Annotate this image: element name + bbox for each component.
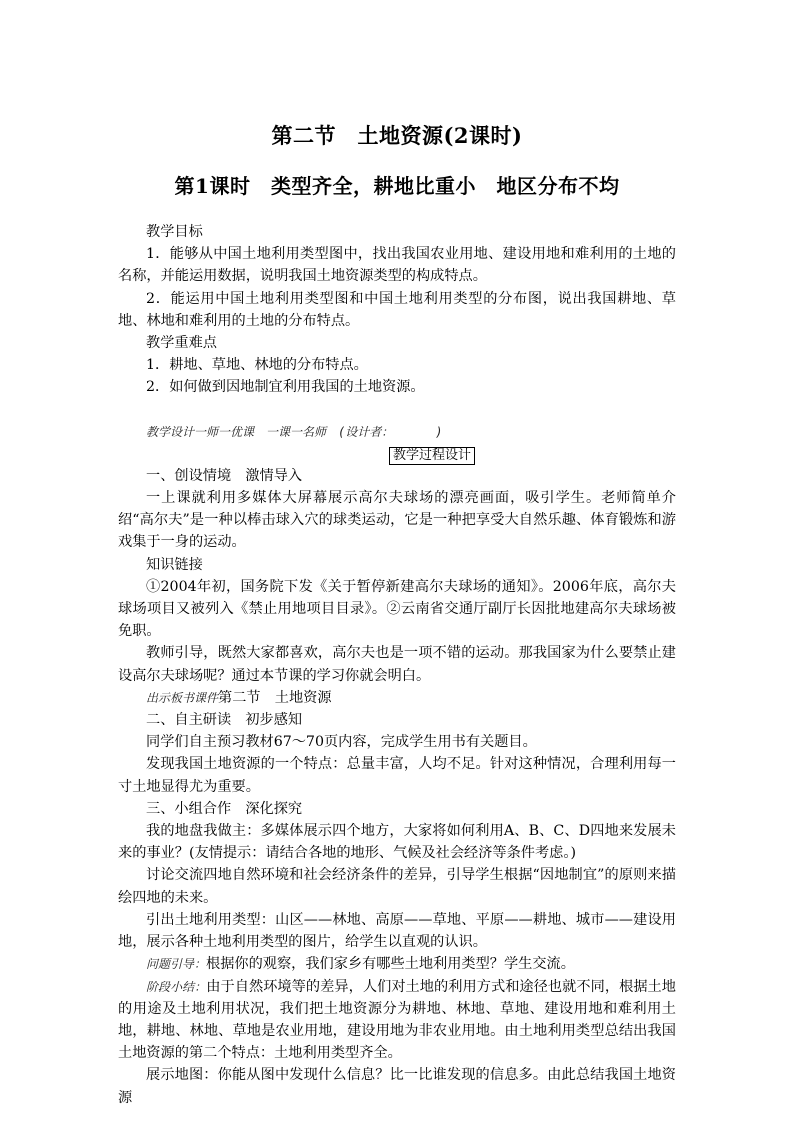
question-guide-label: 问题引导：: [146, 957, 207, 972]
process-box-row: [118, 443, 676, 465]
section3-heading: 三、小组合作 深化探究: [146, 800, 303, 817]
question-guide-line: [118, 953, 676, 975]
stage-summary-line: [118, 976, 676, 1065]
board-text: 第二节 土地资源: [218, 689, 332, 706]
section1-paragraph-2: ①2004年初，国务院下发《关于暂停新建高尔夫球场的通知》。2006年底，高尔夫球场项目又被列入《禁止用地项目目录》。②云南省交通厅副厅长因批地建高尔夫球场被免职。: [118, 578, 676, 640]
key-point-item-1: 1．耕地、草地、林地的分布特点。: [146, 357, 368, 374]
lesson-subtitle: 第1课时 类型齐全，耕地比重小 地区分布不均: [174, 174, 620, 198]
board-hand-label: 出示板书课件: [146, 690, 219, 705]
stage-summary-text: 由于自然环境等的差异，人们对土地的利用方式和途径也就不同，根据土地的用途及土地利用状况，我们把土地资源分为耕地、林地、草地、建设用地和难利用土地，耕地、林地、草地是农业用地，建设用地为非农业用地。由土地利用类型总结出我国土地资源的第二个特点：土地利用类型齐全。: [118, 978, 676, 1062]
section1-paragraph-3: 教师引导，既然大家都喜欢，高尔夫也是一项不错的运动。那我国家为什么要禁止建设高尔夫球场呢？通过本节课的学习你就会明白。: [118, 645, 676, 684]
goal-item-1: 1．能够从中国土地利用类型图中，找出我国农业用地、建设用地和难利用的土地的名称，并能运用数据，说明我国土地资源类型的构成特点。: [118, 246, 676, 285]
question-guide-text: 根据你的观察，我们家乡有哪些土地利用类型？学生交流。: [206, 956, 575, 973]
section-spacer: [118, 399, 676, 409]
knowledge-link-heading: 知识链接: [146, 556, 203, 573]
section1-heading: 一、创设情境 激情导入: [146, 467, 303, 484]
section3-paragraph-2: 讨论交流四地自然环境和社会经济条件的差异，引导学生根据“因地制宜”的原则来描绘四地的未来。: [118, 867, 676, 906]
section3-paragraph-1: 我的地盘我做主：多媒体展示四个地方，大家将如何利用A、B、C、D四地来发展未来的事业？(友情提示：请结合各地的地形、气候及社会经济等条件考虑。): [118, 823, 676, 862]
page-title: 第二节 土地资源(2课时): [271, 123, 523, 148]
design-credit-line: [118, 421, 676, 443]
key-points-heading: 教学重难点: [146, 335, 217, 352]
goals-heading: 教学目标: [146, 224, 203, 240]
section2-paragraph-1: 同学们自主预习教材67～70页内容，完成学生用书有关题目。: [146, 734, 537, 751]
stage-summary-label: 阶段小结：: [146, 979, 207, 994]
key-point-item-2: 2．如何做到因地制宜利用我国的土地资源。: [146, 379, 425, 396]
section3-paragraph-3: 引出土地利用类型：山区——林地、高原——草地、平原——耕地、城市——建设用地，展示各种土地利用类型的图片，给学生以直观的认识。: [118, 911, 676, 951]
section3-paragraph-4: 展示地图：你能从图中发现什么信息？比一比谁发现的信息多。由此总结我国土地资源: [118, 1067, 676, 1106]
process-design-box: 教学过程设计: [389, 447, 475, 465]
section2-paragraph-2: 发现我国土地资源的一个特点：总量丰富，人均不足。针对这种情况，合理利用每一寸土地显得尤为重要。: [118, 756, 676, 795]
section1-paragraph-1: 一上课就利用多媒体大屏幕展示高尔夫球场的漂亮画面，吸引学生。老师简单介绍“高尔夫”是一种以棒击球入穴的球类运动，它是一种把享受大自然乐趣、体育锻炼和游戏集于一身的运动。: [118, 490, 676, 551]
document-content: [118, 120, 676, 1109]
section2-heading: 二、自主研读 初步感知: [146, 712, 303, 729]
design-credit-text: 教学设计一师一优课 一课一名师 (设计者： ): [146, 424, 443, 439]
goal-item-2: 2．能运用中国土地利用类型图和中国土地利用类型的分布图，说出我国耕地、草地、林地和难利用的土地的分布特点。: [118, 290, 676, 329]
board-line: [118, 687, 676, 709]
